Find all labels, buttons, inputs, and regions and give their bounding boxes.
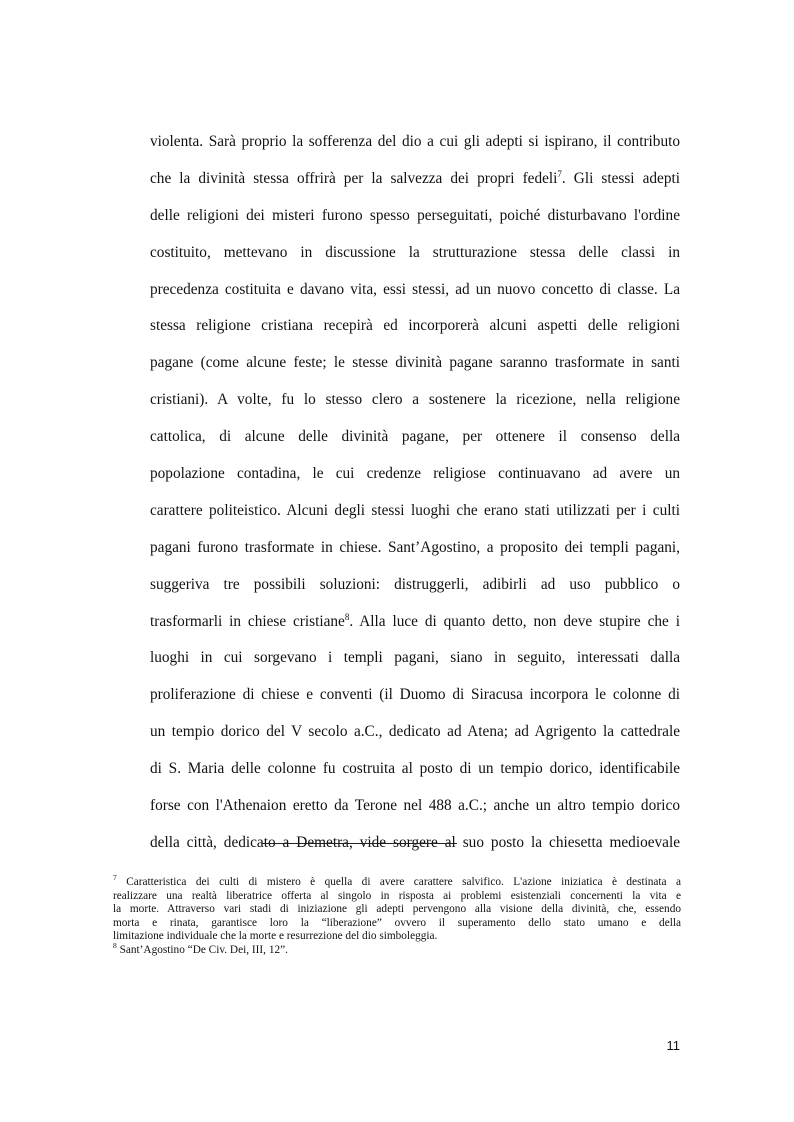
footnote-separator (262, 843, 457, 844)
body-text (150, 124, 680, 862)
body-line: trasformarli in chiese cristiane$^8$. Alla luce di quanto detto, non deve stupire che i (150, 611, 680, 630)
body-line: di S. Maria delle colonne fu costruita al posto di un tempio dorico, identificabile (150, 760, 680, 778)
body-line: della città, dedicato a Demetra, vide sorgere al suo posto la chiesetta medioevale (150, 833, 680, 851)
body-line: popolazione contadina, le cui credenze religiose continuavano ad avere un (150, 465, 680, 483)
footnote-8 (113, 941, 681, 958)
footnote-7 (113, 873, 682, 944)
footnote-reference[interactable]: 7 (557, 168, 562, 179)
body-line: precedenza costituita e davano vita, essi stessi, ad un nuovo concetto di classe. La (150, 280, 680, 298)
body-line: forse con l'Athenaion eretto da Terone nel 488 a.C.; anche un altro tempio dorico (150, 797, 680, 815)
body-line: suggeriva tre possibili soluzioni: distruggerli, adibirli ad uso pubblico o (150, 575, 680, 593)
body-line: cristiani). A volte, fu lo stesso clero a sostenere la ricezione, nella religione (150, 391, 680, 409)
body-line: carattere politeistico. Alcuni degli stessi luoghi che erano stati utilizzati per i culti (150, 501, 680, 519)
footnotes (113, 873, 682, 958)
body-line: che la divinità stessa offrirà per la salvezza dei propri fedeli$^7$. Gli stessi adepti (150, 168, 680, 187)
footnote-line: $^7$ Caratteristica dei culti di mistero è quella di avere carattere salvifico. L'azione iniziatica è destinata a (113, 873, 682, 888)
body-line: cattolica, di alcune delle divinità pagane, per ottenere il consenso della (150, 428, 680, 446)
body-line: proliferazione di chiese e conventi (il Duomo di Siracusa incorpora le colonne di (150, 686, 680, 704)
footnote-line: realizzare una realtà liberatrice offerta al singolo in risposta ai problemi esistenziali concernenti la vita e (113, 889, 681, 902)
body-line: delle religioni dei misteri furono spesso perseguitati, poiché disturbavano l'ordine (150, 206, 680, 224)
footnote-line: la morte. Attraverso vari stadi di iniziazione gli adepti pervengono alla visione della divinità, che, essendo (113, 903, 681, 916)
footnote-line: limitazione individuale che la morte e resurrezione del dio simboleggia. (113, 930, 438, 943)
body-line: un tempio dorico del V secolo a.C., dedicato ad Atena; ad Agrigento la cattedrale (150, 723, 680, 741)
footnote-number: 7 (113, 873, 117, 883)
footnote-reference[interactable]: 8 (344, 611, 350, 622)
footnote-line: morta e rinata, garantisce loro la “liberazione” ovvero il superamento dello stato umano e della (113, 916, 681, 929)
body-line: pagane (come alcune feste; le stesse divinità pagane saranno trasformate in santi (150, 354, 680, 372)
body-line: pagani furono trasformate in chiese. Sant’Agostino, a proposito dei templi pagani, (150, 538, 680, 556)
footnote-number: 8 (113, 941, 117, 951)
body-line: costituito, mettevano in discussione la strutturazione stessa delle classi in (150, 243, 680, 261)
body-line: stessa religione cristiana recepirà ed incorporerà alcuni aspetti delle religioni (150, 317, 680, 335)
body-line: luoghi in cui sorgevano i templi pagani, siano in seguito, interessati dalla (150, 649, 680, 667)
page-number: 11 (666, 1038, 680, 1053)
footnote-line: $^8$ Sant’Agostino “De Civ. Dei, III, 12”. (113, 941, 288, 956)
body-line: violenta. Sarà proprio la sofferenza del dio a cui gli adepti si ispirano, il contributo (150, 133, 680, 150)
